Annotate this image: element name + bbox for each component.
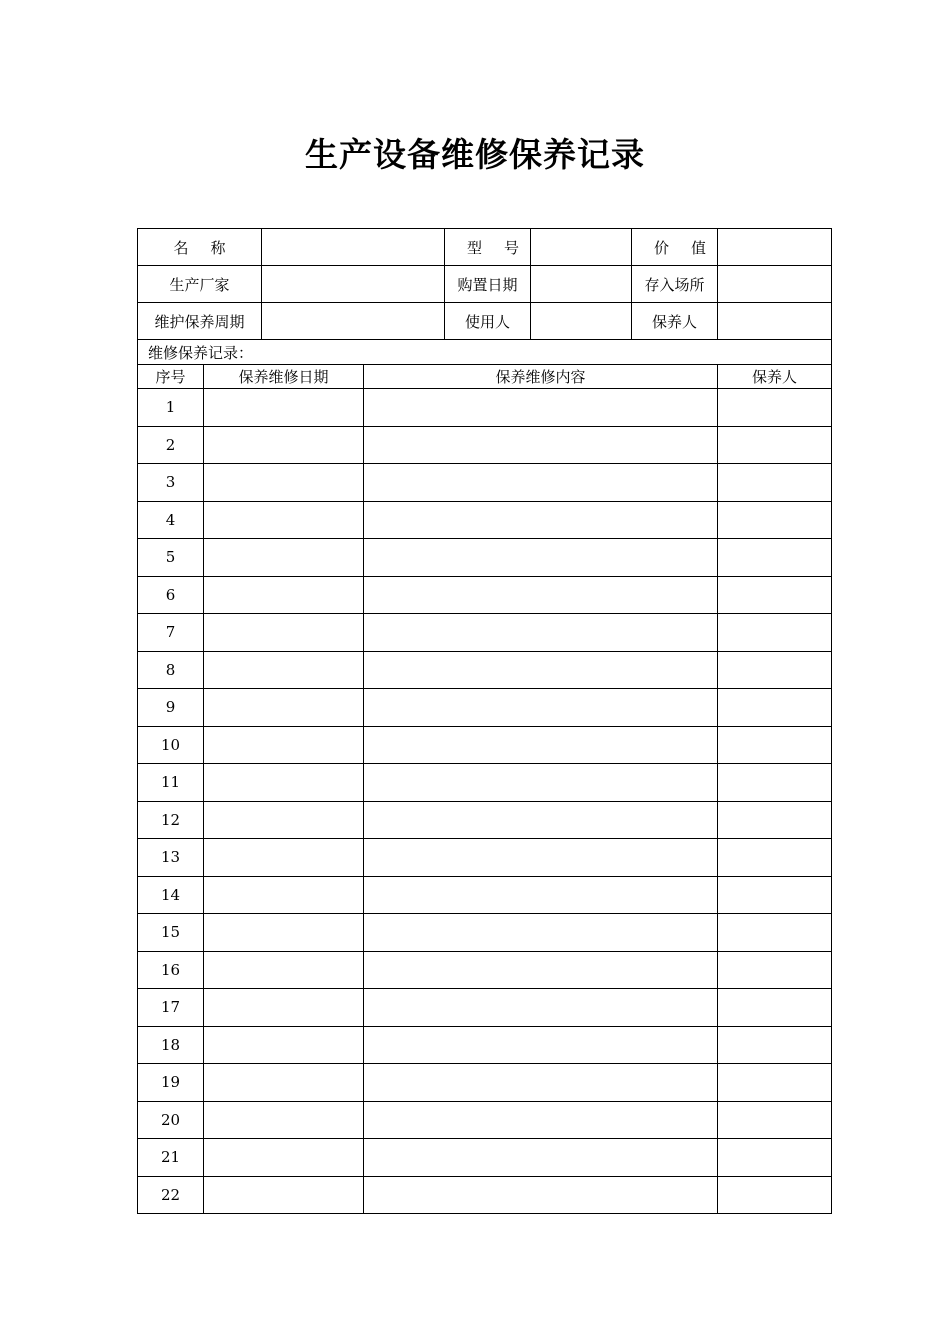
content-field[interactable]	[364, 539, 718, 577]
maintainer-field[interactable]	[718, 389, 832, 427]
manufacturer-value-field[interactable]	[262, 266, 445, 303]
row-index: 12	[138, 801, 204, 839]
table-row	[138, 689, 832, 727]
maintainer-field[interactable]	[718, 726, 832, 764]
row-index: 1	[138, 389, 204, 427]
date-field[interactable]	[204, 839, 364, 877]
row-index: 11	[138, 764, 204, 802]
name-label: 名称	[138, 229, 262, 266]
maintainer-field[interactable]	[718, 1101, 832, 1139]
content-field[interactable]	[364, 801, 718, 839]
table-row	[138, 1064, 832, 1102]
maintainer-field[interactable]	[718, 764, 832, 802]
table-row	[138, 914, 832, 952]
maintainer-field[interactable]	[718, 876, 832, 914]
maintainer-field[interactable]	[718, 989, 832, 1027]
table-row	[138, 614, 832, 652]
content-field[interactable]	[364, 389, 718, 427]
maintainer-field[interactable]	[718, 1026, 832, 1064]
date-field[interactable]	[204, 689, 364, 727]
table-row	[138, 801, 832, 839]
maintenance-period-label: 维护保养周期	[138, 303, 262, 340]
maintenance-period-value-field[interactable]	[262, 303, 445, 340]
date-field[interactable]	[204, 951, 364, 989]
row-index: 5	[138, 539, 204, 577]
row-index: 16	[138, 951, 204, 989]
table-row	[138, 876, 832, 914]
maintainer-field[interactable]	[718, 464, 832, 502]
maintainer-field[interactable]	[718, 801, 832, 839]
content-field[interactable]	[364, 576, 718, 614]
content-field[interactable]	[364, 914, 718, 952]
date-field[interactable]	[204, 651, 364, 689]
row-index: 7	[138, 614, 204, 652]
row-index: 18	[138, 1026, 204, 1064]
date-field[interactable]	[204, 1064, 364, 1102]
content-field[interactable]	[364, 989, 718, 1027]
content-field[interactable]	[364, 689, 718, 727]
table-row	[138, 951, 832, 989]
table-row	[138, 1176, 832, 1214]
row-index: 10	[138, 726, 204, 764]
section-label: 维修保养记录：	[138, 340, 832, 365]
date-field[interactable]	[204, 726, 364, 764]
content-field[interactable]	[364, 651, 718, 689]
maintainer-field[interactable]	[718, 1064, 832, 1102]
content-field[interactable]	[364, 839, 718, 877]
row-index: 4	[138, 501, 204, 539]
row-index: 2	[138, 426, 204, 464]
purchase-date-label: 购置日期	[445, 266, 531, 303]
content-field[interactable]	[364, 1026, 718, 1064]
maintainer-field[interactable]	[718, 1139, 832, 1177]
maintainer-field[interactable]	[718, 839, 832, 877]
maintainer-field[interactable]	[718, 539, 832, 577]
col-header-date: 保养维修日期	[204, 365, 364, 389]
col-header-maintainer: 保养人	[718, 365, 832, 389]
row-index: 21	[138, 1139, 204, 1177]
date-field[interactable]	[204, 1139, 364, 1177]
table-row	[138, 726, 832, 764]
section-row	[138, 340, 832, 365]
storage-location-value-field[interactable]	[718, 266, 832, 303]
date-field[interactable]	[204, 464, 364, 502]
table-row	[138, 501, 832, 539]
table-row	[138, 576, 832, 614]
content-field[interactable]	[364, 1101, 718, 1139]
content-field[interactable]	[364, 426, 718, 464]
maintainer-value-field[interactable]	[718, 303, 832, 340]
date-field[interactable]	[204, 539, 364, 577]
info-row	[138, 266, 832, 303]
content-field[interactable]	[364, 951, 718, 989]
table-row	[138, 651, 832, 689]
date-field[interactable]	[204, 989, 364, 1027]
content-field[interactable]	[364, 501, 718, 539]
col-header-content: 保养维修内容	[364, 365, 718, 389]
date-field[interactable]	[204, 389, 364, 427]
row-index: 8	[138, 651, 204, 689]
maintainer-field[interactable]	[718, 1176, 832, 1214]
table-row	[138, 464, 832, 502]
table-row	[138, 1026, 832, 1064]
table-row	[138, 1139, 832, 1177]
maintainer-field[interactable]	[718, 951, 832, 989]
row-index: 15	[138, 914, 204, 952]
maintainer-field[interactable]	[718, 576, 832, 614]
table-row	[138, 1101, 832, 1139]
date-field[interactable]	[204, 764, 364, 802]
user-label: 使用人	[445, 303, 531, 340]
maintainer-label: 保养人	[632, 303, 718, 340]
content-field[interactable]	[364, 764, 718, 802]
model-value-field[interactable]	[531, 229, 632, 266]
user-value-field[interactable]	[531, 303, 632, 340]
maintenance-record-table	[137, 228, 832, 1214]
row-index: 13	[138, 839, 204, 877]
date-field[interactable]	[204, 801, 364, 839]
row-index: 9	[138, 689, 204, 727]
row-index: 14	[138, 876, 204, 914]
maintainer-field[interactable]	[718, 651, 832, 689]
column-header-row	[138, 365, 832, 389]
purchase-date-value-field[interactable]	[531, 266, 632, 303]
date-field[interactable]	[204, 1101, 364, 1139]
content-field[interactable]	[364, 614, 718, 652]
date-field[interactable]	[204, 576, 364, 614]
col-header-index: 序号	[138, 365, 204, 389]
row-index: 20	[138, 1101, 204, 1139]
table-row	[138, 764, 832, 802]
row-index: 17	[138, 989, 204, 1027]
content-field[interactable]	[364, 1176, 718, 1214]
name-value-field[interactable]	[262, 229, 445, 266]
content-field[interactable]	[364, 1064, 718, 1102]
row-index: 6	[138, 576, 204, 614]
row-index: 22	[138, 1176, 204, 1214]
table-row	[138, 539, 832, 577]
content-field[interactable]	[364, 464, 718, 502]
info-row	[138, 229, 832, 266]
table-row	[138, 989, 832, 1027]
date-field[interactable]	[204, 426, 364, 464]
date-field[interactable]	[204, 1026, 364, 1064]
value-value-field[interactable]	[718, 229, 832, 266]
content-field[interactable]	[364, 726, 718, 764]
maintainer-field[interactable]	[718, 501, 832, 539]
date-field[interactable]	[204, 876, 364, 914]
date-field[interactable]	[204, 501, 364, 539]
table-row	[138, 426, 832, 464]
row-index: 19	[138, 1064, 204, 1102]
table-row	[138, 389, 832, 427]
date-field[interactable]	[204, 914, 364, 952]
info-row	[138, 303, 832, 340]
document-title: 生产设备维修保养记录	[305, 135, 645, 174]
content-field[interactable]	[364, 1139, 718, 1177]
row-index: 3	[138, 464, 204, 502]
manufacturer-label: 生产厂家	[138, 266, 262, 303]
maintainer-field[interactable]	[718, 426, 832, 464]
date-field[interactable]	[204, 614, 364, 652]
storage-location-label: 存入场所	[632, 266, 718, 303]
table-row	[138, 839, 832, 877]
value-label: 价值	[632, 229, 718, 266]
maintainer-field[interactable]	[718, 614, 832, 652]
content-field[interactable]	[364, 876, 718, 914]
table-body	[138, 229, 832, 1214]
date-field[interactable]	[204, 1176, 364, 1214]
model-label: 型号	[445, 229, 531, 266]
maintainer-field[interactable]	[718, 689, 832, 727]
maintainer-field[interactable]	[718, 914, 832, 952]
